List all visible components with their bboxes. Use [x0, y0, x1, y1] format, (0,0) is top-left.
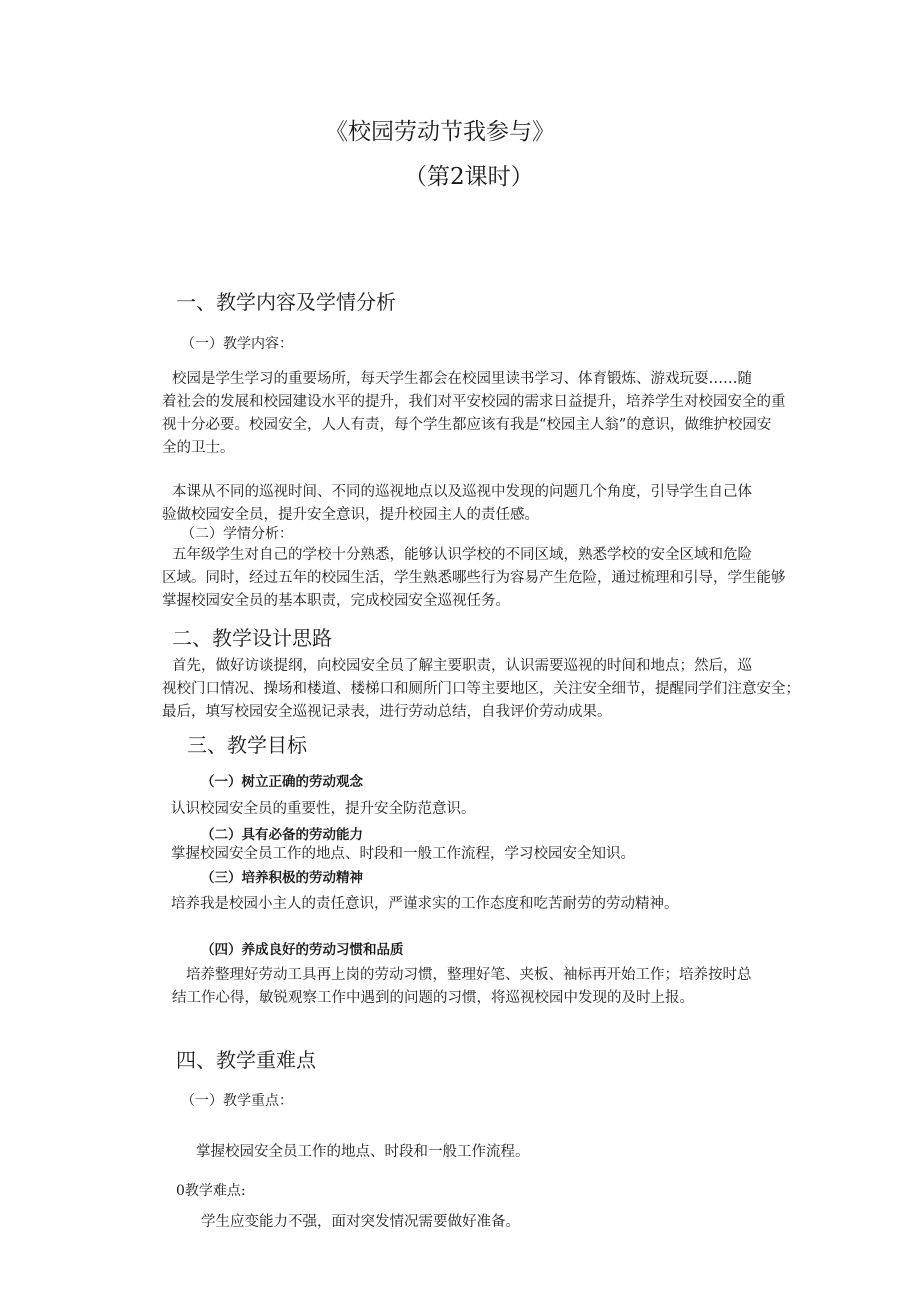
doc-title: 《校园劳动节我参与》 [325, 119, 555, 145]
text-line: 结工作心得，敏锐观察工作中遇到的问题的习惯，将巡视校园中发现的及时上报。 [172, 990, 694, 1006]
text-line: 区域。同时，经过五年的校园生活，学生熟悉哪些行为容易产生危险，通过梳理和引导，学生能够 [162, 570, 786, 586]
text-line: 校园是学生学习的重要场所，每天学生都会在校园里读书学习、体育锻炼、游戏玩耍……随 [172, 371, 752, 387]
goal-2-title: （二）具有必备的劳动能力 [201, 827, 363, 843]
text-line: 本课从不同的巡视时间、不同的巡视地点以及巡视中发现的问题几个角度，引导学生自己体 [172, 484, 752, 500]
text-line: 验做校园安全员，提升安全意识，提升校园主人的责任感。 [162, 507, 539, 523]
paragraph [172, 964, 752, 1010]
goal-4-title: （四）养成良好的劳动习惯和品质 [201, 942, 404, 958]
section2-heading: 二、教学设计思路 [172, 626, 332, 650]
text-line: 最后，填写校园安全巡视记录表，进行劳动总结，自我评价劳动成果。 [162, 704, 612, 720]
paragraph [162, 368, 786, 460]
goal-3-title: （三）培养积极的劳动精神 [201, 870, 363, 886]
section1-heading: 一、教学内容及学情分析 [176, 290, 396, 314]
text-line: 首先，做好访谈提纲，向校园安全员了解主要职责，认识需要巡视的时间和地点；然后，巡 [172, 658, 752, 674]
analysis-label: （二）学情分析： [181, 526, 293, 542]
text-line: 着社会的发展和校园建设水平的提升，我们对平安校园的需求日益提升，培养学生对校园安全的重 [162, 394, 786, 410]
text-line: 全的卫士。 [162, 440, 235, 456]
goal-3-text: 培养我是校园小主人的责任意识，严谨求实的工作态度和吃苦耐劳的劳动精神。 [171, 896, 679, 912]
goal-1-title: （一）树立正确的劳动观念 [201, 774, 363, 790]
content-label: （一）教学内容： [181, 336, 293, 352]
text-line: 培养整理好劳动工具再上岗的劳动习惯，整理好笔、夹板、袖标再开始工作；培养按时总 [186, 967, 752, 983]
key-point-label: （一）教学重点： [181, 1093, 293, 1109]
section3-heading: 三、教学目标 [187, 733, 307, 757]
difficulty-label: 0教学难点: [176, 1183, 246, 1199]
paragraph [162, 481, 752, 527]
goal-2-text: 掌握校园安全员工作的地点、时段和一般工作流程，学习校园安全知识。 [171, 846, 635, 862]
text-line: 视十分必要。校园安全，人人有责，每个学生都应该有我是“校园主人翁”的意识，做维护校园安 [162, 417, 772, 433]
paragraph [162, 544, 786, 613]
text-line: 掌握校园安全员的基本职责，完成校园安全巡视任务。 [162, 593, 510, 609]
text-line: 视校门口情况、操场和楼道、楼梯口和厕所门口等主要地区，关注安全细节，提醒同学们注意安全； [162, 681, 800, 697]
section4-heading: 四、教学重难点 [176, 1048, 316, 1072]
key-point-text: 掌握校园安全员工作的地点、时段和一般工作流程。 [196, 1144, 530, 1160]
goal-1-text: 认识校园安全员的重要性，提升安全防范意识。 [171, 801, 476, 817]
difficulty-text: 学生应变能力不强，面对突发情况需要做好准备。 [201, 1214, 520, 1230]
text-line: 五年级学生对自己的学校十分熟悉，能够认识学校的不同区域，熟悉学校的安全区域和危险 [172, 547, 752, 563]
doc-subtitle: （第2课时） [404, 164, 534, 190]
paragraph [162, 655, 800, 724]
